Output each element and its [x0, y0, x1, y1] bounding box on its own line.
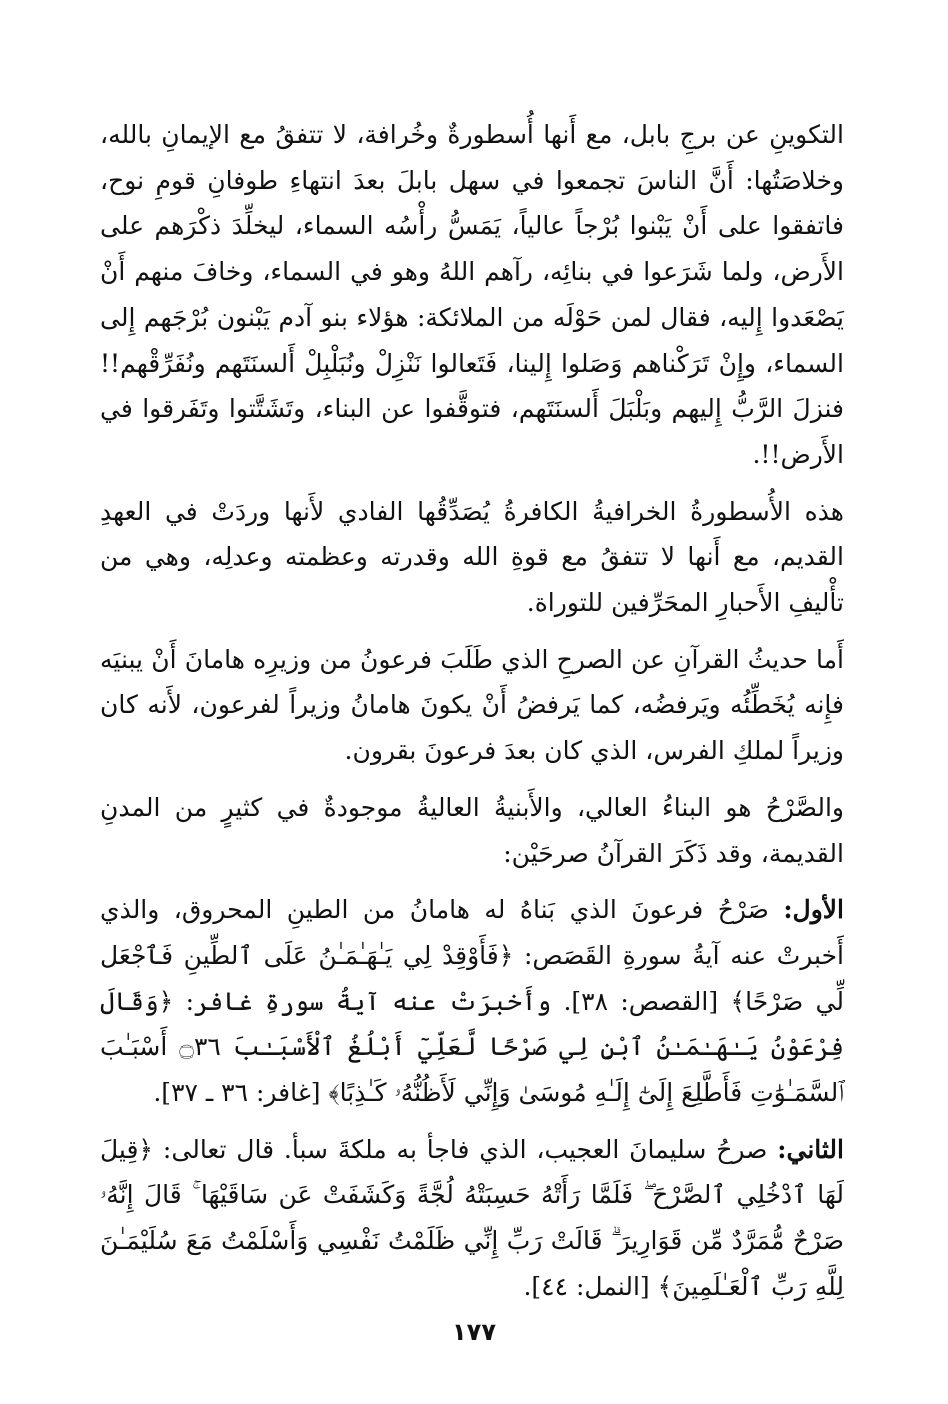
paragraph-myth-commentary: هذه الأُسطورةُ الخرافيةُ الكافرةُ يُصَدِّقُها الفادي لأَنها وردَتْ في العهدِ القديم، مع أَنها لا تتفقُ مع قوةِ الله وقدرته وعظمته وعدلِه، وهي من تأْليفِ الأَحبارِ المحَرِّفين للتوراة. — [100, 496, 844, 618]
page-number: ١٧٧ — [452, 1318, 496, 1346]
second-sarh-text: صرحُ سليمانَ العجيب، الذي فاجأ به ملكةَ سبأ. قال تعالى: ﴿قِيلَ لَهَا ٱدْخُلِي ٱلصَّرْحَ ۖ فَلَمَّا رَأَتْهُ حَسِبَتْهُ لُجَّةً وَكَشَفَتْ عَن سَاقَيْهَا ۚ قَالَ إِنَّهُۥ صَرْحٌ مُّمَرَّدٌ مِّن قَوَارِيرَ ۗ قَالَتْ رَبِّ إِنِّي ظَلَمْتُ نَفْسِي وَأَسْلَمْتُ مَعَ سُلَيْمَـٰنَ لِلَّهِ رَبِّ ٱلْعَـٰلَمِينَ﴾ [النمل: ٤٤]. — [100, 1134, 844, 1301]
paragraph-tower-of-babel: التكوينِ عن برجِ بابل، مع أَنها أُسطورةٌ وخُرافة، لا تتفقُ مع الإيمانِ بالله، وخلاصَتُها: أَنَّ الناسَ تجمعوا في سهل بابلَ بعدَ انتهاءِ طوفانِ قومِ نوح، فاتفقوا على أَنْ يَبْنوا بُرْجاً عالياً، يَمَسُّ رأْسُه السماء، ليخلِّدَ ذكْرَهم على الأَرض، ولما شَرَعوا في بنائِه، رآهم اللهُ وهو في السماء، وخافَ منهم أَنْ يَصْعَدوا إِليه، فقال لمن حَوْلَه من الملائكة: هؤلاء بنو آدم يَبْنون بُرْجَهم إِلى السماء، وإِنْ تَرَكْناهم وَصَلوا إِلينا، فَتَعالوا نَنْزِلْ ونُبَلْبِلْ أَلسنَتَهم ونُفَرِّقْهم!! فنزلَ الرَّبُّ إِليهم وبَلْبَلَ أَلسنَتَهم، فتوقَّفوا عن البناء، وتَشَتَّتوا وتَفَرقوا في الأَرض!!. — [100, 120, 844, 469]
paragraph-second-sarh — [100, 1127, 844, 1310]
page-body — [100, 112, 844, 1310]
paragraph-first-sarh — [100, 887, 844, 1116]
paragraph-sarh-definition: والصَّرْحُ هو البناءُ العالي، والأَبنيةُ العاليةُ موجودةٌ في كثيرٍ من المدنِ القديمة، وقد ذَكَرَ القرآنُ صرحَيْن: — [100, 792, 844, 868]
second-sarh-lead: الثاني: — [777, 1134, 844, 1164]
first-sarh-text: صَرْحُ فرعونَ الذي بَناهُ له هامانُ من الطينِ المحروق، والذي أَخبرتْ عنه آيةُ سورةِ القَصَص: ﴿فَأَوْقِدْ لِي يَـٰهَـٰمَـٰنُ عَلَى ٱلطِّينِ فَٱجْعَل لِّي صَرْحًا﴾ [القصص: ٣٨]. وأَخبرَتْ عنه آيةُ سورةِ غافر: ﴿وَقَالَ فِرْعَوْنُ يَـٰهَـٰمَـٰنُ ٱبْنِ لِي صَرْحًا لَّعَلِّيٓ أَبْلُغُ ٱلْأَسْبَـٰبَ ۝٣٦ أَسْبَـٰبَ ٱلسَّمَـٰوَٰتِ فَأَطَّلِعَ إِلَىٰٓ إِلَـٰهِ مُوسَىٰ وَإِنِّي لَأَظُنُّهُۥ كَـٰذِبًا﴾ [غافر: ٣٦ ـ ٣٧]. — [100, 895, 844, 1108]
paragraph-quran-haman: أَما حديثُ القرآنِ عن الصرحِ الذي طَلَبَ فرعونُ من وزيرِه هامانَ أَنْ يبنيَه فإِنه يُخَطِّئُه ويَرفضُه، كما يَرفضُ أَنْ يكونَ هامانُ وزيراً لفرعون، لأَنه كان وزيراً لملكِ الفرس، الذي كان بعدَ فرعونَ بقرون. — [100, 644, 844, 766]
first-sarh-lead: الأول: — [783, 895, 844, 925]
